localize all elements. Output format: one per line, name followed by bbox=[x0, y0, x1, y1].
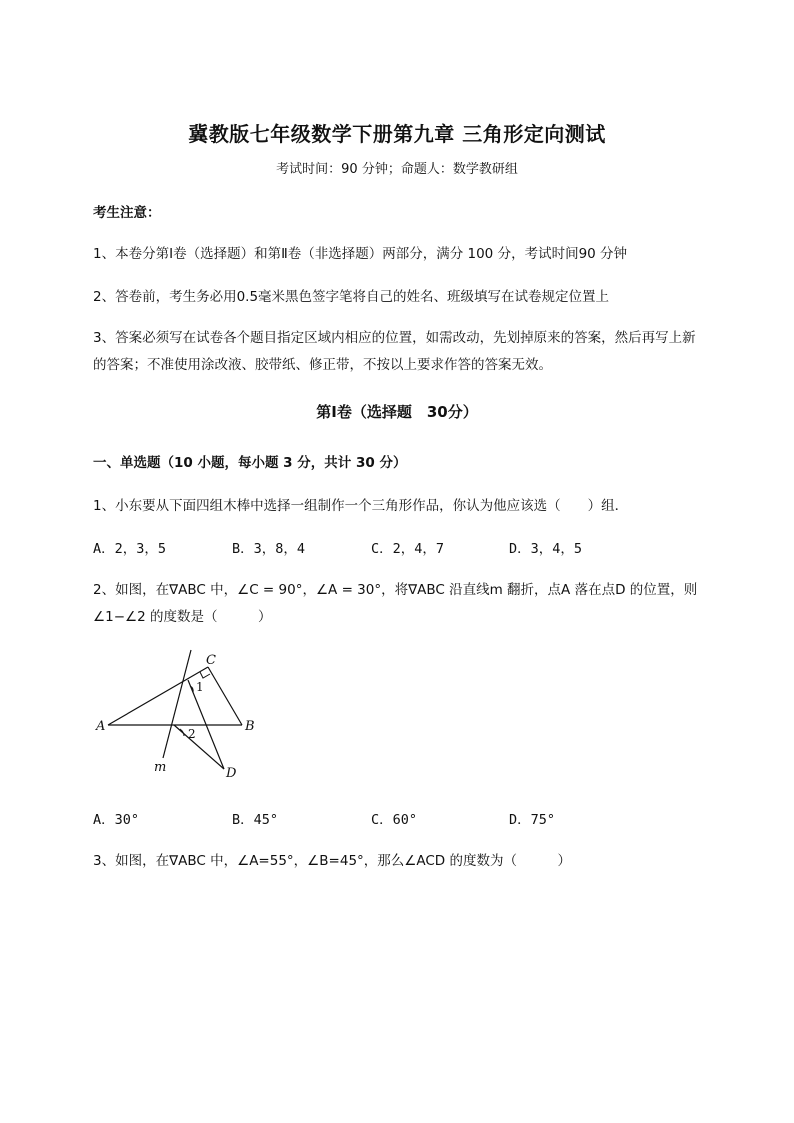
notes-heading: 考生注意： bbox=[93, 205, 161, 221]
right-angle-mark bbox=[200, 672, 210, 678]
label-angle-1: 1 bbox=[196, 680, 204, 694]
label-c: C bbox=[206, 653, 216, 668]
q2-option-b: B．45° bbox=[232, 812, 279, 828]
exam-info: 考试时间：90 分钟；命题人：数学教研组 bbox=[276, 162, 518, 177]
label-m: m bbox=[154, 760, 167, 775]
question-1-text: 1、小东要从下面四组木棒中选择一组制作一个三角形作品，你认为他应该选（ ）组． bbox=[93, 498, 629, 514]
label-a: A bbox=[96, 719, 106, 734]
q1-option-d: D．3，4，5 bbox=[509, 541, 583, 557]
segment-cb bbox=[208, 667, 242, 725]
section-title: 第Ⅰ卷（选择题 30分） bbox=[316, 403, 478, 421]
q2-option-d: D．75° bbox=[509, 812, 556, 828]
note-item-3-line-2: 的答案；不准使用涂改液、胶带纸、修正带，不按以上要求作答的答案无效。 bbox=[93, 357, 552, 373]
page-title: 冀教版七年级数学下册第九章 三角形定向测试 bbox=[188, 122, 606, 146]
label-b: B bbox=[245, 719, 255, 734]
question-3-text: 3、如图，在∇ABC 中，∠A=55°，∠B=45°，那么∠ACD 的度数为（ ） bbox=[93, 853, 571, 869]
note-item-3-line-1: 3、答案必须写在试卷各个题目指定区域内相应的位置，如需改动，先划掉原来的答案，然后再写上新 bbox=[93, 330, 696, 346]
note-item-1: 1、本卷分第Ⅰ卷（选择题）和第Ⅱ卷（非选择题）两部分，满分 100 分，考试时间90 分钟 bbox=[93, 246, 628, 262]
part-heading: 一、单选题（10 小题，每小题 3 分，共计 30 分） bbox=[93, 455, 407, 471]
question-2-line-1: 2、如图，在∇ABC 中，∠C = 90°，∠A = 30°，将∇ABC 沿直线m 翻折，点A 落在点D 的位置，则 bbox=[93, 582, 698, 598]
fold-line-m bbox=[163, 650, 191, 758]
note-item-2: 2、答卷前，考生务必用0.5毫米黑色签字笔将自己的姓名、班级填写在试卷规定位置上 bbox=[93, 289, 610, 305]
question-2-line-2: ∠1−∠2 的度数是（ ） bbox=[93, 609, 272, 625]
q2-option-c: C．60° bbox=[371, 812, 418, 828]
q2-option-a: A．30° bbox=[93, 812, 140, 828]
segment-ac bbox=[108, 667, 208, 725]
q1-option-a: A．2，3，5 bbox=[93, 541, 167, 557]
segment-fold-to-d-lower bbox=[174, 725, 224, 769]
q1-option-c: C．2，4，7 bbox=[371, 541, 445, 557]
label-angle-2: 2 bbox=[188, 727, 196, 741]
triangle-fold-figure bbox=[90, 648, 270, 783]
label-d: D bbox=[226, 766, 237, 781]
q1-option-b: B．3，8，4 bbox=[232, 541, 306, 557]
